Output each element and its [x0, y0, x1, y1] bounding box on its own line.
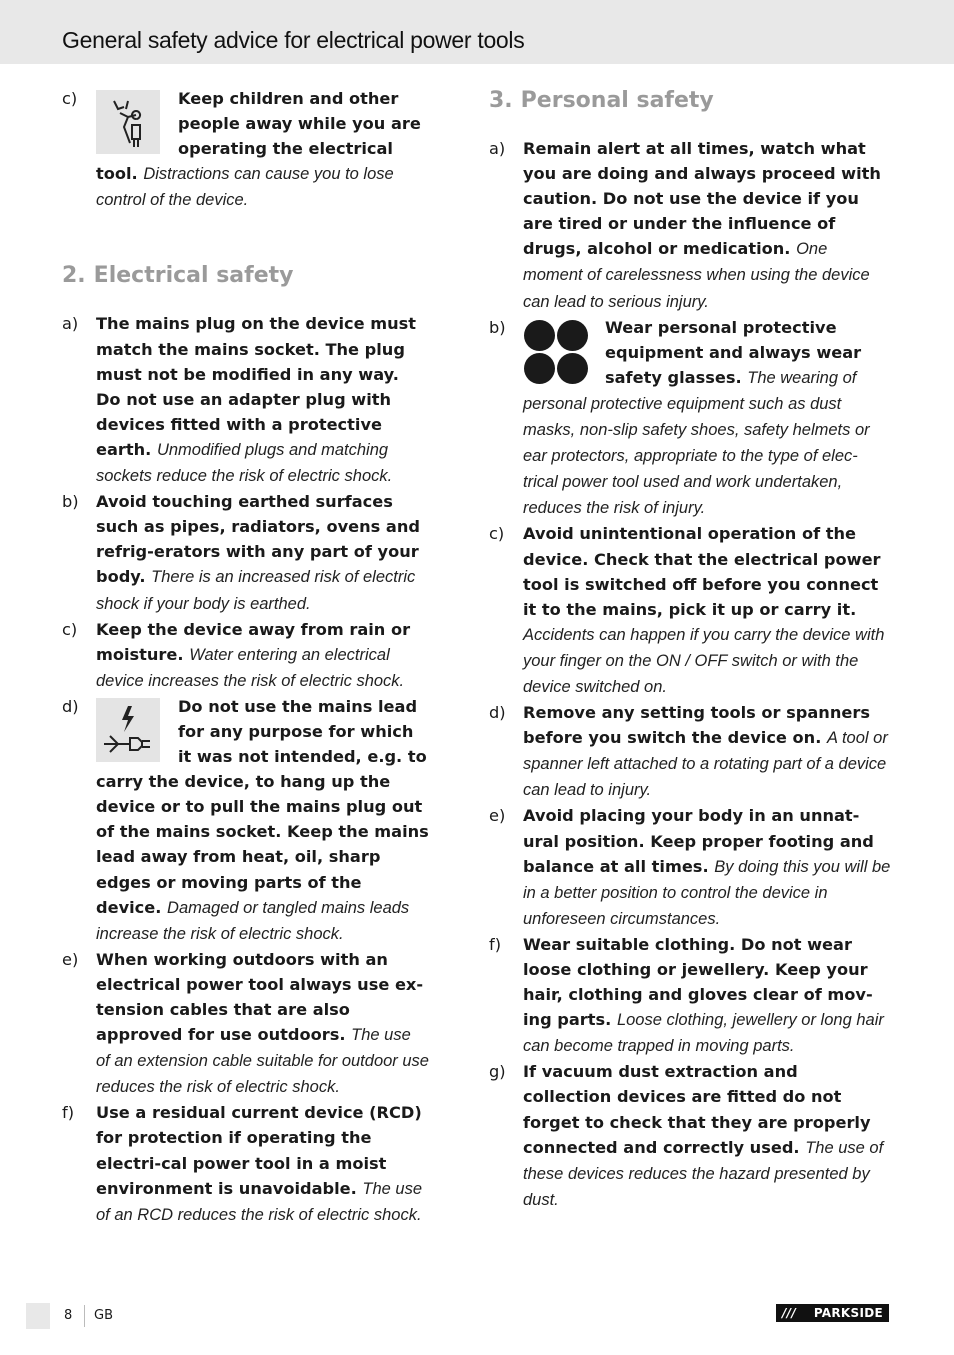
list-item: c) Keep the device away from rain or moisture. Water entering an electrical device increases the risk of electric shock. — [62, 619, 411, 690]
dust-mask-icon — [524, 353, 555, 384]
gloves-icon — [557, 353, 588, 384]
list-item: b) Wear personal protective equipment and always wear safety glasses. The wearing of personal protective equipment such as dust masks, non-slip safety shoes, safety helmets or ear protectors, appropriate to the type of elec-trical power tool used and work undertaken, reduces the risk of injury. — [489, 317, 870, 518]
left-column — [62, 86, 429, 1228]
list-item: g) If vacuum dust extraction and collection devices are fitted do not forget to check that they are properly connected and correctly used. The use of these devices reduces the hazard presented by dust. — [489, 1062, 884, 1209]
list-item: a) The mains plug on the device must match the mains socket. The plug must not be modified in any way. Do not use an adapter plug with devices fitted with a protective earth. Unmodified plugs and matching sockets reduce the risk of electric shock. — [62, 314, 416, 486]
item-label: c) — [62, 89, 78, 108]
section-heading-electrical-safety: 2. Electrical safety — [62, 263, 294, 289]
list-item: d) Remove any setting tools or spanners before you switch the device on. A tool or spanner left attached to a rotating part of a device can lead to injury. — [489, 703, 888, 800]
page-number: 8 — [64, 1308, 73, 1323]
list-item: c) Avoid unintentional operation of the device. Check that the electrical power tool is switched off before you connect it to the mains, pick it up or carry it. Accidents can happen if you carry the device with your finger on the ON / OFF switch or with the device switched on. — [489, 524, 885, 696]
protective-equipment-icon — [523, 319, 589, 385]
list-item: b) Avoid touching earthed surfaces such as pipes, radiators, ovens and refrig-erators with any part of your body. There is an increased risk of electric shock if your body is earthed. — [62, 492, 420, 613]
children-warning-icon — [96, 90, 160, 154]
list-item: a) Remain alert at all times, watch what you are doing and always proceed with caution. Do not use the device if you are tired or under the influence of drugs, alcohol or medication. One moment of carelessness when using the device can lead to serious injury. — [489, 139, 881, 311]
list-item: e) When working outdoors with an electrical power tool always use ex-tension cables that are also approved for use outdoors. The use of an extension cable suitable for outdoor use reduces the risk of electric shock. — [62, 949, 429, 1097]
helmet-icon — [557, 320, 588, 351]
footer-divider — [84, 1305, 85, 1327]
item-italic-text: Distractions can cause you to lose control of the device. — [96, 165, 394, 210]
language-code: GB — [94, 1308, 113, 1323]
item-bold-text: Keep children and other people away while you are operating the electrical tool. — [96, 89, 421, 184]
brand-mark: /// — [782, 1306, 797, 1320]
list-item: f) Wear suitable clothing. Do not wear loose clothing or jewellery. Keep your hair, clothing and gloves clear of mov-ing parts. Loose clothing, jewellery or long hair can become trapped in moving parts. — [489, 934, 884, 1056]
list-item — [62, 86, 429, 213]
section-heading-personal-safety: 3. Personal safety — [489, 88, 714, 113]
brand-logo — [776, 1304, 889, 1322]
brand-name: PARKSIDE — [813, 1306, 883, 1320]
electric-plug-warning-icon — [96, 698, 160, 762]
ear-protection-icon — [524, 320, 555, 351]
list-item: d) Do not use the mains lead for any purpose for which it was not intended, e.g. to carry the device, to hang up the device or to pull the mains plug out of the mains socket. Keep the mains lead away from heat, oil, sharp edges or moving parts of the device. Damaged or tangled mains leads increase the risk of electric shock. — [62, 696, 429, 943]
list-item: e) Avoid placing your body in an unnat-ural position. Keep proper footing and balance at all times. By doing this you will be in a better position to control the device in unforeseen circumstances. — [489, 806, 891, 928]
list-item: f) Use a residual current device (RCD) for protection if operating the electri-cal power tool in a moist environment is unavoidable. The use of an RCD reduces the risk of electric shock. — [62, 1103, 423, 1224]
right-column — [489, 86, 891, 1213]
footer-marker — [26, 1303, 50, 1329]
page-header — [0, 0, 954, 64]
page-title: General safety advice for electrical power tools — [62, 27, 525, 53]
